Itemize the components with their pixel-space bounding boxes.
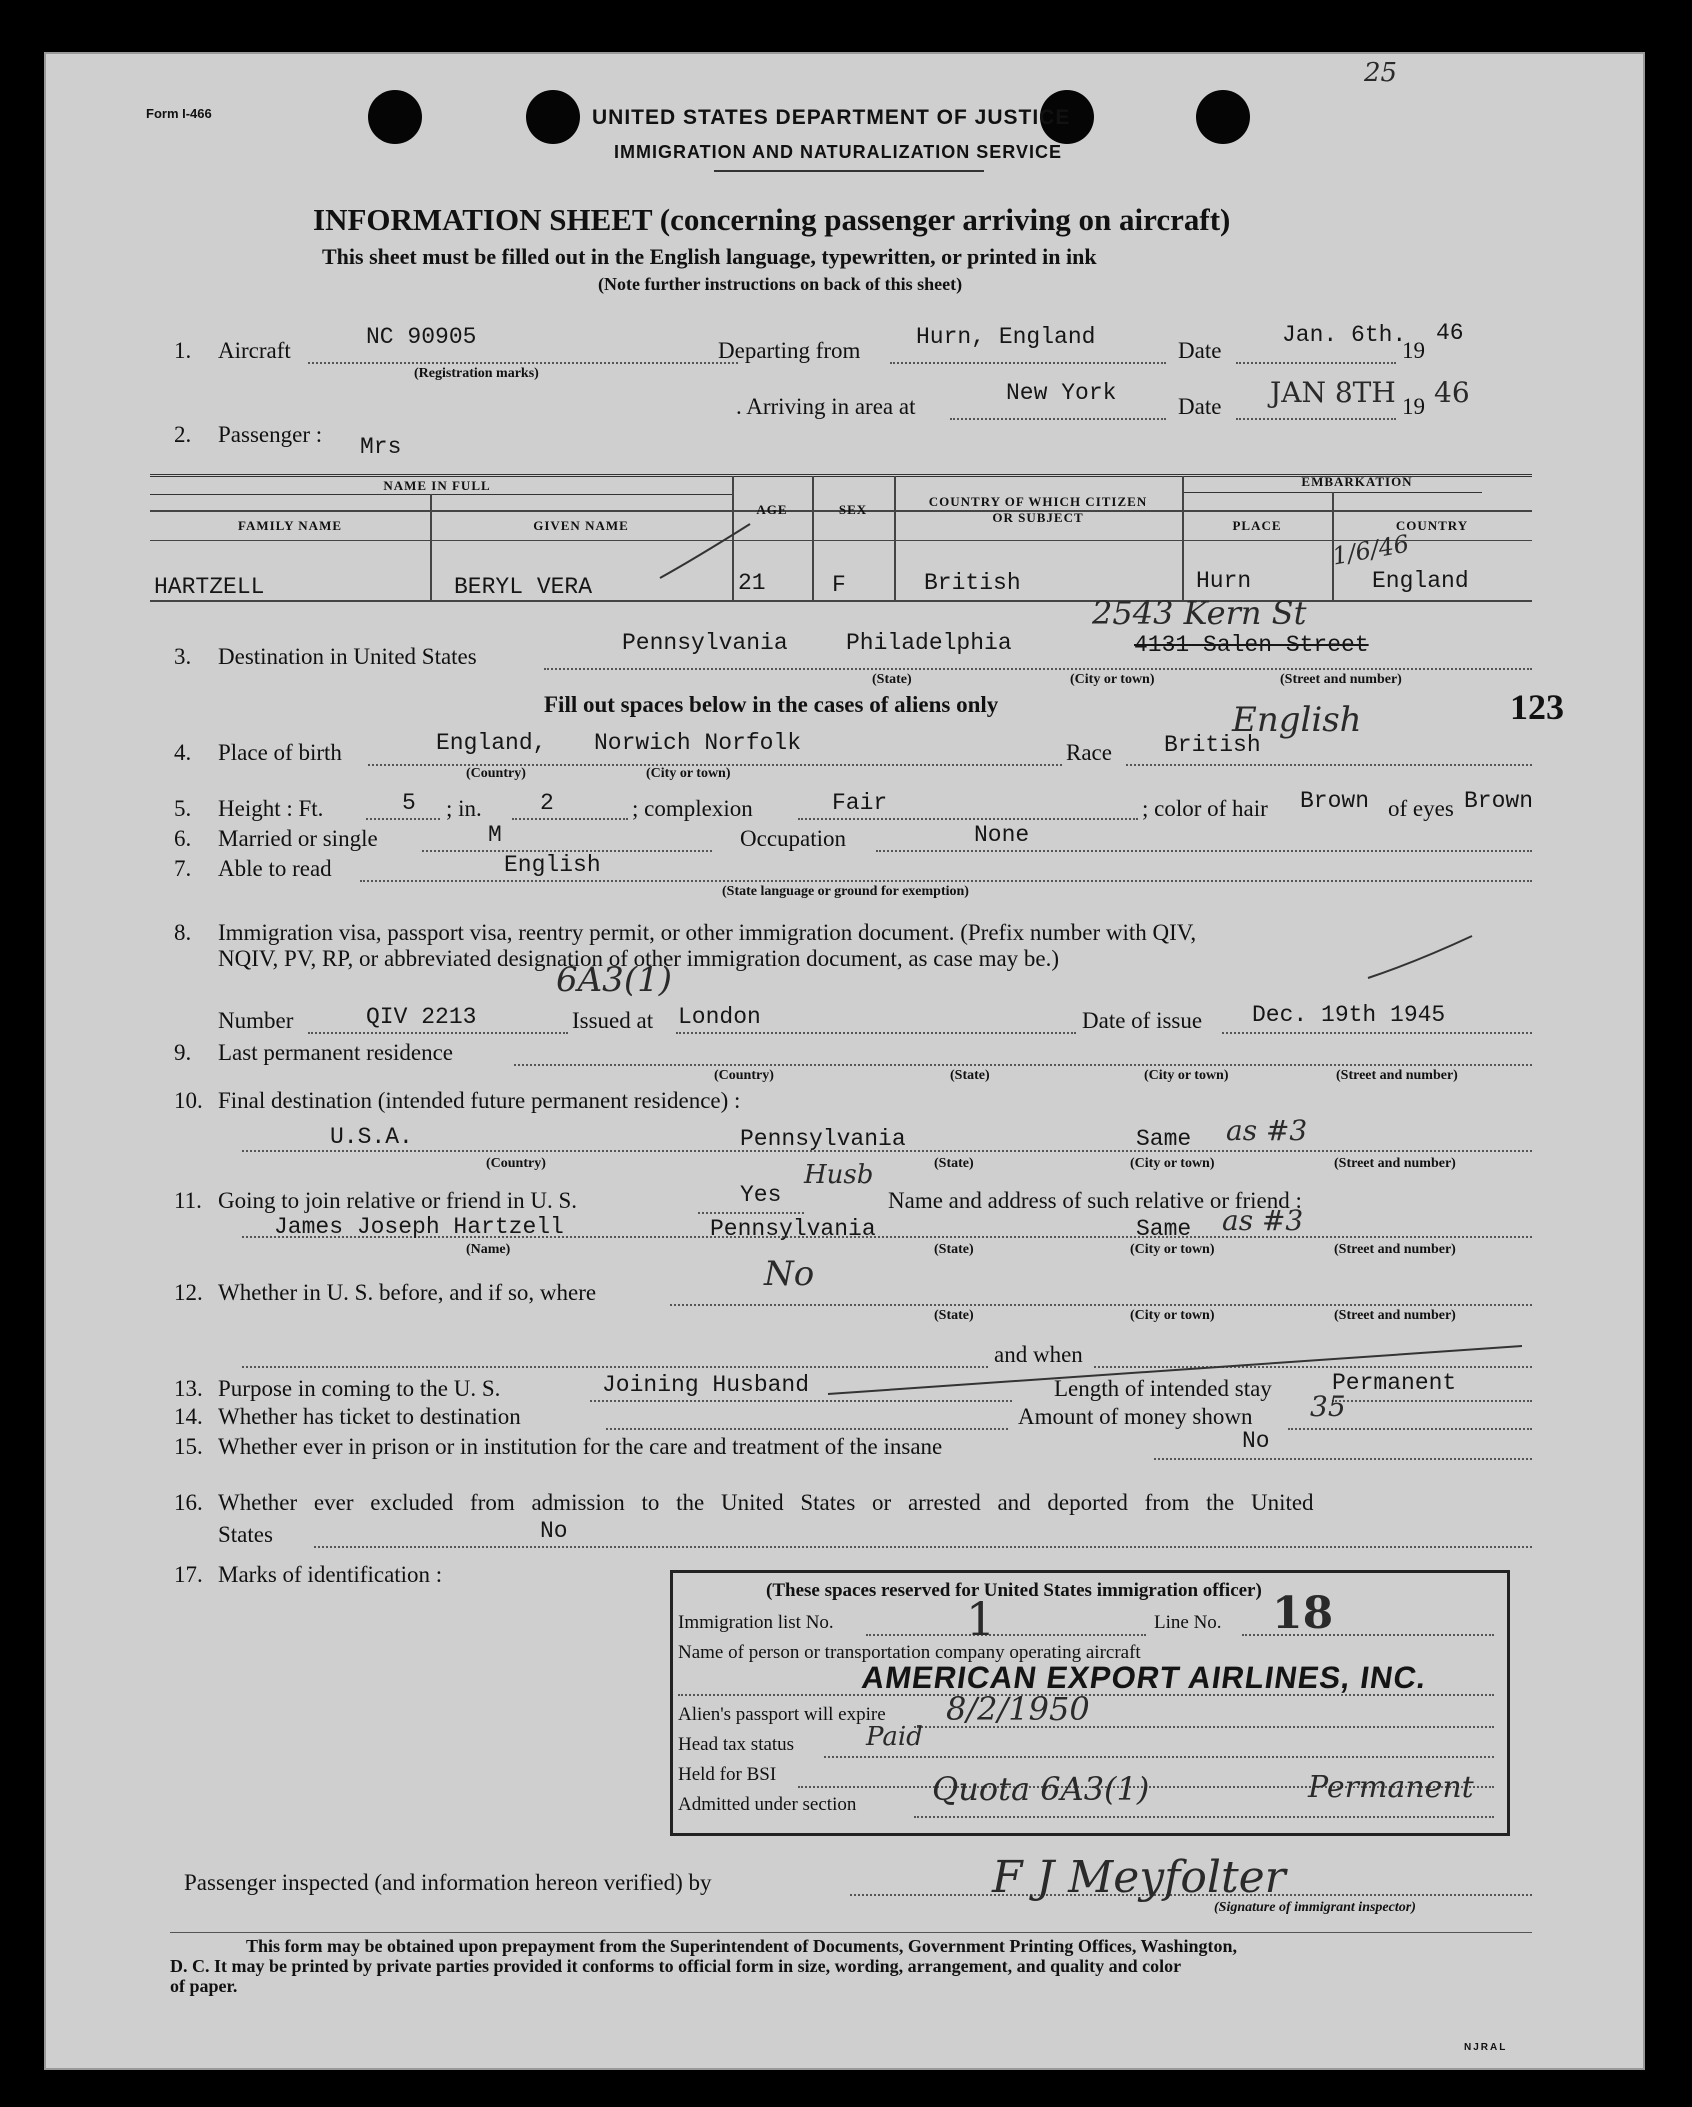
excluded-value[interactable]: No	[540, 1518, 568, 1544]
footer-line1: This form may be obtained upon prepayment from the Superintendent of Documents, Government Printing Offices, Washington,	[246, 1936, 1238, 1956]
caption: (Country)	[714, 1068, 774, 1083]
admitted-status[interactable]: Permanent	[1308, 1770, 1474, 1805]
and-when-label: and when	[994, 1342, 1083, 1367]
item-number: 15.	[174, 1434, 203, 1459]
table-header-country: COUNTRY	[1395, 518, 1469, 533]
caption: (Street and number)	[1334, 1156, 1456, 1171]
passenger-title[interactable]: Mrs	[360, 434, 402, 460]
excluded-label: Whether ever excluded from admission to the United States or arrested and deported from the United	[218, 1490, 1314, 1515]
marks-label: Marks of identification :	[218, 1562, 443, 1587]
punch-hole	[368, 90, 422, 144]
eyes-value[interactable]: Brown	[1464, 788, 1534, 814]
airline-stamp: AMERICAN EXPORT AIRLINES, INC.	[859, 1660, 1430, 1695]
purpose-value[interactable]: Joining Husband	[602, 1372, 810, 1398]
embark-country[interactable]: England	[1372, 568, 1469, 594]
caption: (Registration marks)	[414, 366, 539, 381]
prior-us-label: Whether in U. S. before, and if so, where	[218, 1280, 597, 1305]
table-header-age: AGE	[756, 502, 788, 517]
occupation-label: Occupation	[740, 826, 847, 851]
form-note: (Note further instructions on back of this sheet)	[598, 274, 963, 294]
hair-label: ; color of hair	[1142, 796, 1268, 821]
table-header-citizen: COUNTRY OF WHICH CITIZEN	[928, 494, 1148, 509]
birthplace-label: Place of birth	[218, 740, 342, 765]
given-name[interactable]: BERYL VERA	[454, 574, 593, 600]
caption: (Country)	[466, 766, 526, 781]
operator-label: Name of person or transportation company operating aircraft	[678, 1642, 1141, 1663]
handwritten-visa-code: 6A3(1)	[556, 960, 672, 1000]
caption: (City or town)	[1130, 1242, 1215, 1257]
item-number: 7.	[174, 856, 192, 881]
read-label: Able to read	[218, 856, 332, 881]
form-sheet	[44, 52, 1645, 2070]
form-subtitle: This sheet must be filled out in the English language, typewritten, or printed in ink	[322, 244, 1097, 269]
bsi-label: Held for BSI	[678, 1764, 777, 1785]
departing-label: Departing from	[718, 338, 861, 363]
passport-expire-label: Alien's passport will expire	[678, 1704, 886, 1725]
ticket-label: Whether has ticket to destination	[218, 1404, 521, 1429]
footer-line3: of paper.	[170, 1976, 238, 1996]
department-name: UNITED STATES DEPARTMENT OF JUSTICE	[592, 106, 1071, 129]
head-tax-label: Head tax status	[678, 1734, 795, 1755]
caption: (State)	[950, 1068, 990, 1083]
caption: (Street and number)	[1280, 672, 1402, 687]
caption: (Street and number)	[1336, 1068, 1458, 1083]
punch-hole	[526, 90, 580, 144]
prison-label: Whether ever in prison or in institution for the care and treatment of the insane	[218, 1434, 943, 1459]
table-header-sex: SEX	[838, 502, 868, 517]
purpose-label: Purpose in coming to the U. S.	[218, 1376, 501, 1401]
item-number: 17.	[174, 1562, 203, 1587]
relative-name-label: Name and address of such relative or friend :	[888, 1188, 1302, 1213]
head-tax-value[interactable]: Paid	[866, 1722, 923, 1752]
officer-box-title: (These spaces reserved for United States immigration officer)	[766, 1580, 1262, 1601]
relative-name[interactable]: James Joseph Hartzell	[274, 1214, 564, 1240]
departing-value[interactable]: Hurn, England	[916, 324, 1096, 350]
date-of-issue[interactable]: Dec. 19th 1945	[1252, 1002, 1446, 1028]
punch-hole	[1196, 90, 1250, 144]
married-value[interactable]: M	[488, 822, 502, 848]
admitted-section-value[interactable]: Quota 6A3(1)	[932, 1770, 1150, 1808]
arrival-year[interactable]: 46	[1434, 376, 1470, 409]
passenger-label: Passenger :	[218, 422, 323, 447]
side-number: 123	[1510, 687, 1564, 727]
item-number: 13.	[174, 1376, 203, 1401]
departure-date[interactable]: Jan. 6th.	[1282, 322, 1407, 348]
relative-state[interactable]: Pennsylvania	[710, 1216, 876, 1242]
destination-street[interactable]: 4131 Salen Street	[1134, 632, 1369, 658]
join-relative-value[interactable]: Yes	[740, 1182, 782, 1208]
aircraft-value[interactable]: NC 90905	[366, 324, 477, 350]
table-header-embarkation: EMBARKATION	[1301, 474, 1413, 489]
item-number: 12.	[174, 1280, 203, 1305]
caption: (City or town)	[1130, 1308, 1215, 1323]
height-inches[interactable]: 2	[540, 790, 554, 816]
race-label: Race	[1066, 740, 1112, 765]
race-value[interactable]: British	[1164, 732, 1261, 758]
date-of-issue-label: Date of issue	[1082, 1008, 1203, 1033]
sex-value[interactable]: F	[832, 572, 846, 598]
item-number: 6.	[174, 826, 192, 851]
final-destination-label: Final destination (intended future permanent residence) :	[218, 1088, 741, 1113]
caption: (Street and number)	[1334, 1308, 1456, 1323]
citizen-value[interactable]: British	[924, 570, 1021, 596]
item-number: 16.	[174, 1490, 203, 1515]
aircraft-label: Aircraft	[218, 338, 291, 363]
item-number: 4.	[174, 740, 192, 765]
destination-label: Destination in United States	[218, 644, 477, 669]
handwritten-relative: as #3	[1222, 1204, 1304, 1237]
join-relative-label: Going to join relative or friend in U. S.	[218, 1188, 577, 1213]
birth-country[interactable]: England,	[436, 730, 547, 756]
stay-value[interactable]: Permanent	[1332, 1370, 1457, 1396]
pen-stroke	[1366, 932, 1476, 982]
corner-mark: 25	[1364, 58, 1398, 88]
caption: (City or town)	[1070, 672, 1155, 687]
caption: (State)	[872, 672, 912, 687]
issued-value[interactable]: London	[678, 1004, 761, 1030]
pen-stroke	[656, 518, 756, 582]
visa-label-line2: NQIV, PV, RP, or abbreviated designation of other immigration document, as case may be.)	[218, 946, 1060, 971]
visa-number[interactable]: QIV 2213	[366, 1004, 477, 1030]
last-residence-label: Last permanent residence	[218, 1040, 453, 1065]
item-number: 1.	[174, 338, 192, 363]
footer-line2: D. C. It may be printed by private parties provided it conforms to official form in size, wording, arrangement, and quality and color	[170, 1956, 1182, 1976]
service-name: IMMIGRATION AND NATURALIZATION SERVICE	[614, 142, 1062, 162]
handwritten-prior-us: No	[764, 1254, 815, 1294]
date-label: Date	[1178, 338, 1222, 363]
family-name[interactable]: HARTZELL	[154, 574, 265, 600]
stay-label: Length of intended stay	[1054, 1376, 1272, 1401]
read-value[interactable]: English	[504, 852, 601, 878]
caption: (City or town)	[646, 766, 731, 781]
birth-city[interactable]: Norwich Norfolk	[594, 730, 802, 756]
admitted-section-label: Admitted under section	[678, 1794, 857, 1815]
final-city[interactable]: Same	[1136, 1126, 1192, 1152]
excluded-label-line2: States	[218, 1522, 273, 1547]
aliens-note: Fill out spaces below in the cases of aliens only	[544, 692, 999, 717]
date-label: Date	[1178, 394, 1222, 419]
handwritten-street: 2543 Kern St	[1092, 594, 1307, 632]
item-number: 3.	[174, 644, 192, 669]
destination-state[interactable]: Pennsylvania	[622, 630, 788, 656]
list-label: Immigration list No.	[678, 1612, 834, 1633]
complexion-label: ; complexion	[632, 796, 753, 821]
age-value[interactable]: 21	[738, 570, 766, 596]
table-header-citizen-sub: OR SUBJECT	[992, 510, 1084, 525]
money-label: Amount of money shown	[1018, 1404, 1253, 1429]
caption: (City or town)	[1130, 1156, 1215, 1171]
item-number: 10.	[174, 1088, 203, 1113]
year-prefix: 19	[1402, 394, 1425, 419]
caption: (State)	[934, 1242, 974, 1257]
caption: (Country)	[486, 1156, 546, 1171]
complexion-value[interactable]: Fair	[832, 790, 888, 816]
item-number: 14.	[174, 1404, 203, 1429]
inspected-label: Passenger inspected (and information hereon verified) by	[184, 1870, 712, 1895]
departure-year[interactable]: 46	[1436, 320, 1464, 346]
eyes-label: of eyes	[1388, 796, 1454, 821]
destination-city[interactable]: Philadelphia	[846, 630, 1012, 656]
occupation-value[interactable]: None	[974, 822, 1030, 848]
header-rule	[714, 170, 984, 172]
handwritten-date: 1/6/46	[1330, 529, 1412, 571]
footer-code: NJRAL	[1464, 2042, 1508, 2053]
issued-label: Issued at	[572, 1008, 654, 1033]
arriving-label: . Arriving in area at	[736, 394, 916, 419]
table-header-name-in-full: NAME IN FULL	[383, 478, 491, 493]
arriving-value[interactable]: New York	[1006, 380, 1117, 406]
handwritten-final: as #3	[1226, 1114, 1308, 1147]
signature-caption: (Signature of immigrant inspector)	[1214, 1900, 1416, 1915]
passport-expire-value[interactable]: 8/2/1950	[946, 1690, 1090, 1728]
money-value[interactable]: 35	[1310, 1390, 1346, 1423]
handwritten-race: English	[1232, 700, 1362, 740]
hair-value[interactable]: Brown	[1300, 788, 1370, 814]
caption: (State)	[934, 1308, 974, 1323]
item-number: 8.	[174, 920, 192, 945]
prison-value[interactable]: No	[1242, 1428, 1270, 1454]
table-header-family-name: FAMILY NAME	[237, 518, 343, 533]
year-prefix: 19	[1402, 338, 1425, 363]
item-number: 2.	[174, 422, 192, 447]
height-label: Height : Ft.	[218, 796, 324, 821]
list-number[interactable]: 1	[966, 1592, 996, 1646]
item-number: 9.	[174, 1040, 192, 1065]
caption: (Name)	[466, 1242, 511, 1257]
relative-city[interactable]: Same	[1136, 1216, 1192, 1242]
caption: (Street and number)	[1334, 1242, 1456, 1257]
inspector-signature: F J Meyfolter	[992, 1852, 1286, 1903]
caption: (City or town)	[1144, 1068, 1229, 1083]
height-feet[interactable]: 5	[402, 790, 416, 816]
table-header-place: PLACE	[1232, 518, 1282, 533]
inches-label: ; in.	[446, 796, 482, 821]
married-label: Married or single	[218, 826, 378, 851]
visa-label-line1: Immigration visa, passport visa, reentry permit, or other immigration document. (Prefix number with QIV,	[218, 920, 1197, 945]
item-number: 11.	[174, 1188, 202, 1213]
caption: (State language or ground for exemption)	[722, 884, 969, 899]
embark-place[interactable]: Hurn	[1196, 568, 1252, 594]
number-label: Number	[218, 1008, 294, 1033]
form-title: INFORMATION SHEET (concerning passenger arriving on aircraft)	[313, 202, 1231, 237]
form-number: Form I-466	[146, 106, 212, 121]
caption: (State)	[934, 1156, 974, 1171]
table-header-given-name: GIVEN NAME	[533, 518, 629, 533]
final-state[interactable]: Pennsylvania	[740, 1126, 906, 1152]
line-number[interactable]: 18	[1272, 1588, 1334, 1639]
handwritten-husb: Husb	[804, 1160, 874, 1190]
arrival-date-stamp[interactable]: JAN 8TH	[1270, 376, 1396, 409]
line-label: Line No.	[1154, 1612, 1222, 1633]
item-number: 5.	[174, 796, 192, 821]
final-country[interactable]: U.S.A.	[330, 1124, 413, 1150]
